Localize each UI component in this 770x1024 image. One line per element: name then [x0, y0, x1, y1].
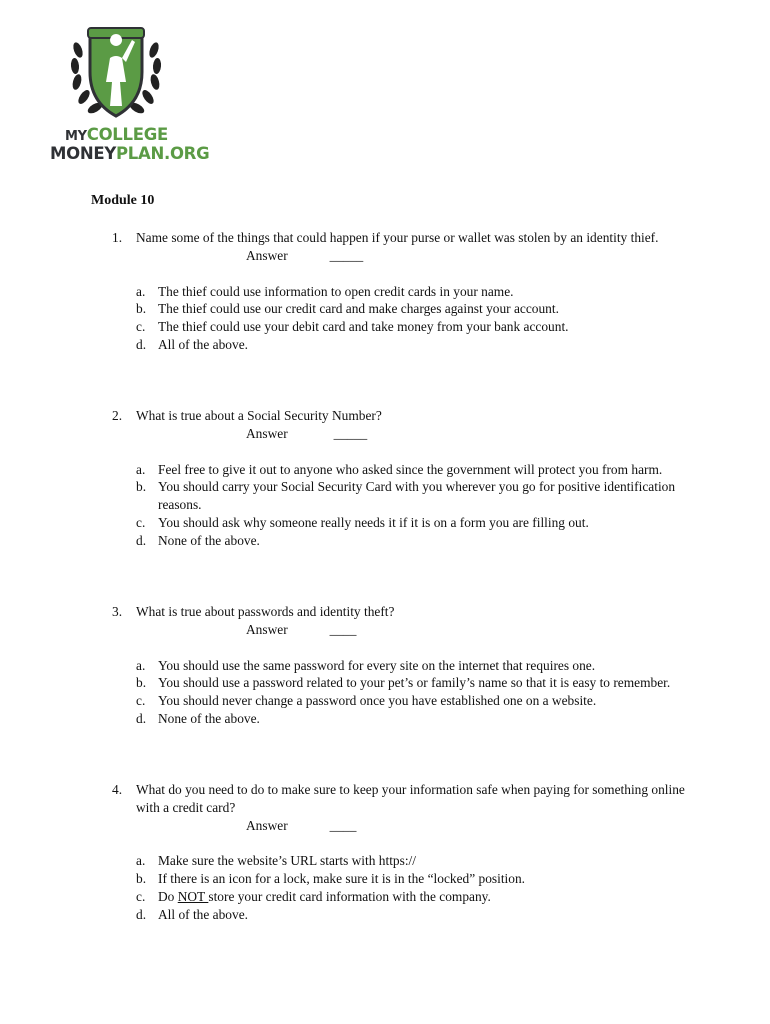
- question-stem: [112, 407, 692, 425]
- option-c: c. The thief could use your debit card and take money from your bank account.: [136, 319, 569, 335]
- answer-label: Answer: [246, 817, 288, 833]
- answer-blank[interactable]: _____: [333, 425, 368, 441]
- question-stem: [112, 603, 692, 621]
- option-a: a. Make sure the website’s URL starts with https://: [136, 853, 416, 869]
- options-list: [112, 461, 692, 550]
- option-c: c. You should never change a password once you have established one on a website.: [136, 693, 597, 709]
- option-d: d. None of the above.: [136, 532, 260, 548]
- question-text: What do you need to do to make sure to keep your information safe when paying for something online with a credit card?: [136, 782, 685, 815]
- option-d: d. All of the above.: [136, 906, 248, 922]
- answer-line[interactable]: [246, 817, 692, 835]
- graduate-shield-emblem: [66, 22, 166, 122]
- question-number: 1.: [112, 230, 123, 245]
- answer-label: Answer: [246, 621, 288, 637]
- question-stem: [112, 229, 692, 247]
- option-d: d. All of the above.: [136, 336, 248, 352]
- brand-wordmark: [50, 125, 210, 164]
- question-2: [112, 407, 692, 550]
- question-text: What is true about a Social Security Number?: [136, 408, 382, 423]
- question-1: [112, 229, 692, 354]
- option-b: b. The thief could use our credit card and make charges against your account.: [136, 301, 559, 317]
- module-title: Module 10: [91, 193, 155, 208]
- question-text: What is true about passwords and identity theft?: [136, 604, 395, 619]
- answer-label: Answer: [246, 425, 288, 441]
- answer-blank[interactable]: ____: [329, 817, 357, 833]
- question-number: 4.: [112, 782, 123, 797]
- brand-line-1: MYCOLLEGE: [65, 125, 168, 144]
- answer-line[interactable]: [246, 621, 692, 639]
- answer-line[interactable]: [246, 425, 692, 443]
- option-a: a. You should use the same password for every site on the internet that requires one.: [136, 657, 596, 673]
- option-d: d. None of the above.: [136, 710, 260, 726]
- options-list: [112, 852, 692, 923]
- answer-blank[interactable]: _____: [329, 247, 364, 263]
- answer-blank[interactable]: ____: [329, 621, 357, 637]
- options-list: [112, 283, 692, 354]
- option-b: b. You should carry your Social Security Card with you wherever you go for positive identification reasons.: [136, 479, 676, 513]
- question-4: [112, 781, 692, 924]
- question-text: Name some of the things that could happen if your purse or wallet was stolen by an identity thief.: [136, 230, 659, 245]
- question-number: 3.: [112, 604, 123, 619]
- option-a: a. The thief could use information to open credit cards in your name.: [136, 283, 514, 299]
- option-b: b. You should use a password related to your pet’s or family’s name so that it is easy to remember.: [136, 675, 671, 691]
- brand-line-2: MONEYPLAN.ORG: [50, 144, 210, 163]
- option-b: b. If there is an icon for a lock, make sure it is in the “locked” position.: [136, 871, 526, 887]
- option-c: c. Do NOT store your credit card information with the company.: [136, 888, 491, 904]
- option-c: c. You should ask why someone really needs it if it is on a form you are filling out.: [136, 514, 589, 530]
- site-logo: [50, 22, 210, 163]
- question-3: [112, 603, 692, 728]
- options-list: [112, 657, 692, 728]
- answer-line[interactable]: [246, 247, 692, 265]
- not-emphasis: NOT: [177, 888, 209, 904]
- answer-label: Answer: [246, 247, 288, 263]
- question-number: 2.: [112, 408, 123, 423]
- question-stem: [112, 781, 692, 817]
- option-a: a. Feel free to give it out to anyone who asked since the government will protect you from harm.: [136, 461, 663, 477]
